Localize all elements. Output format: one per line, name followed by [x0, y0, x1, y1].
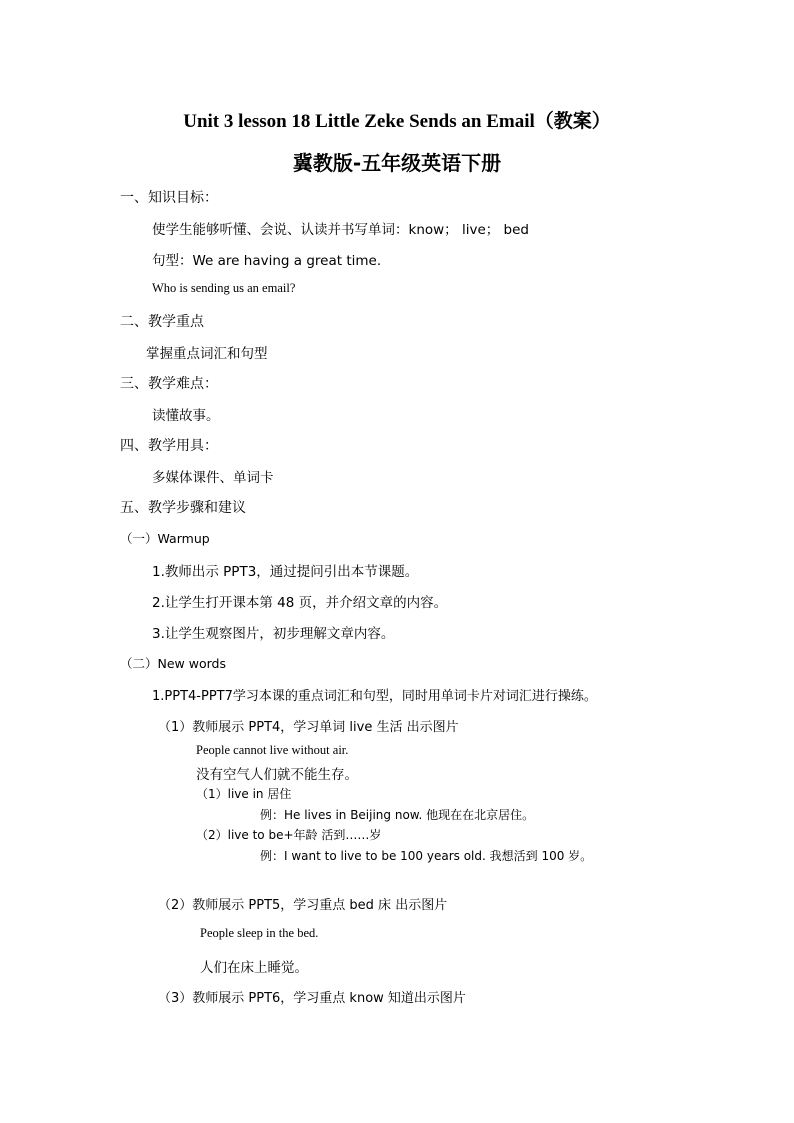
goal-vocabulary: 使学生能够听懂、会说、认读并书写单词：know； live； bed	[152, 222, 529, 238]
warmup-step-3: 3.让学生观察图片，初步理解文章内容。	[152, 626, 395, 642]
key-points-text: 掌握重点词汇和句型	[146, 346, 268, 362]
document-subtitle: 冀教版-五年级英语下册	[292, 151, 502, 175]
example-translation-bed: 人们在床上睡觉。	[200, 960, 308, 976]
new-words-step-1: 1.PPT4-PPT7学习本课的重点词汇和句型，同时用单词卡片对词汇进行操练。	[152, 689, 597, 704]
example-sentence-live: People cannot live without air.	[196, 743, 349, 757]
section-heading-knowledge-goals: 一、知识目标：	[120, 190, 218, 206]
difficulties-text: 读懂故事。	[152, 408, 220, 424]
ppt4-heading: （1）教师展示 PPT4，学习单词 live 生活 出示图片	[158, 720, 459, 735]
example-sentence-bed: People sleep in the bed.	[200, 926, 319, 940]
example-live-to-be: 例：I want to live to be 100 years old. 我想活到 100 岁。	[260, 849, 593, 863]
ppt5-heading: （2）教师展示 PPT5，学习重点 bed 床 出示图片	[158, 898, 448, 913]
section-heading-difficulties: 三、教学难点：	[120, 376, 218, 392]
goal-sentence-pattern: 句型：We are having a great time.	[152, 253, 382, 269]
example-translation-live: 没有空气人们就不能生存。	[196, 767, 358, 783]
document-title: Unit 3 lesson 18 Little Zeke Sends an Email（教案）	[183, 111, 611, 132]
section-heading-teaching-steps: 五、教学步骤和建议	[120, 500, 246, 516]
subsection-warmup: （一）Warmup	[120, 531, 210, 546]
subsection-new-words: （二）New words	[120, 656, 226, 671]
example-live-in: 例：He lives in Beijing now. 他现在在北京居住。	[260, 808, 535, 822]
section-heading-key-points: 二、教学重点	[120, 314, 204, 330]
goal-sentence-pattern-2: Who is sending us an email?	[152, 281, 296, 295]
phrase-live-to-be: （2）live to be+年龄 活到……岁	[196, 828, 382, 842]
ppt6-heading: （3）教师展示 PPT6，学习重点 know 知道出示图片	[158, 991, 466, 1006]
warmup-step-1: 1.教师出示 PPT3，通过提问引出本节课题。	[152, 564, 419, 580]
warmup-step-2: 2.让学生打开课本第 48 页，并介绍文章的内容。	[152, 595, 448, 611]
section-heading-teaching-aids: 四、教学用具：	[120, 438, 218, 454]
teaching-aids-text: 多媒体课件、单词卡	[152, 470, 274, 486]
phrase-live-in: （1）live in 居住	[196, 787, 292, 801]
